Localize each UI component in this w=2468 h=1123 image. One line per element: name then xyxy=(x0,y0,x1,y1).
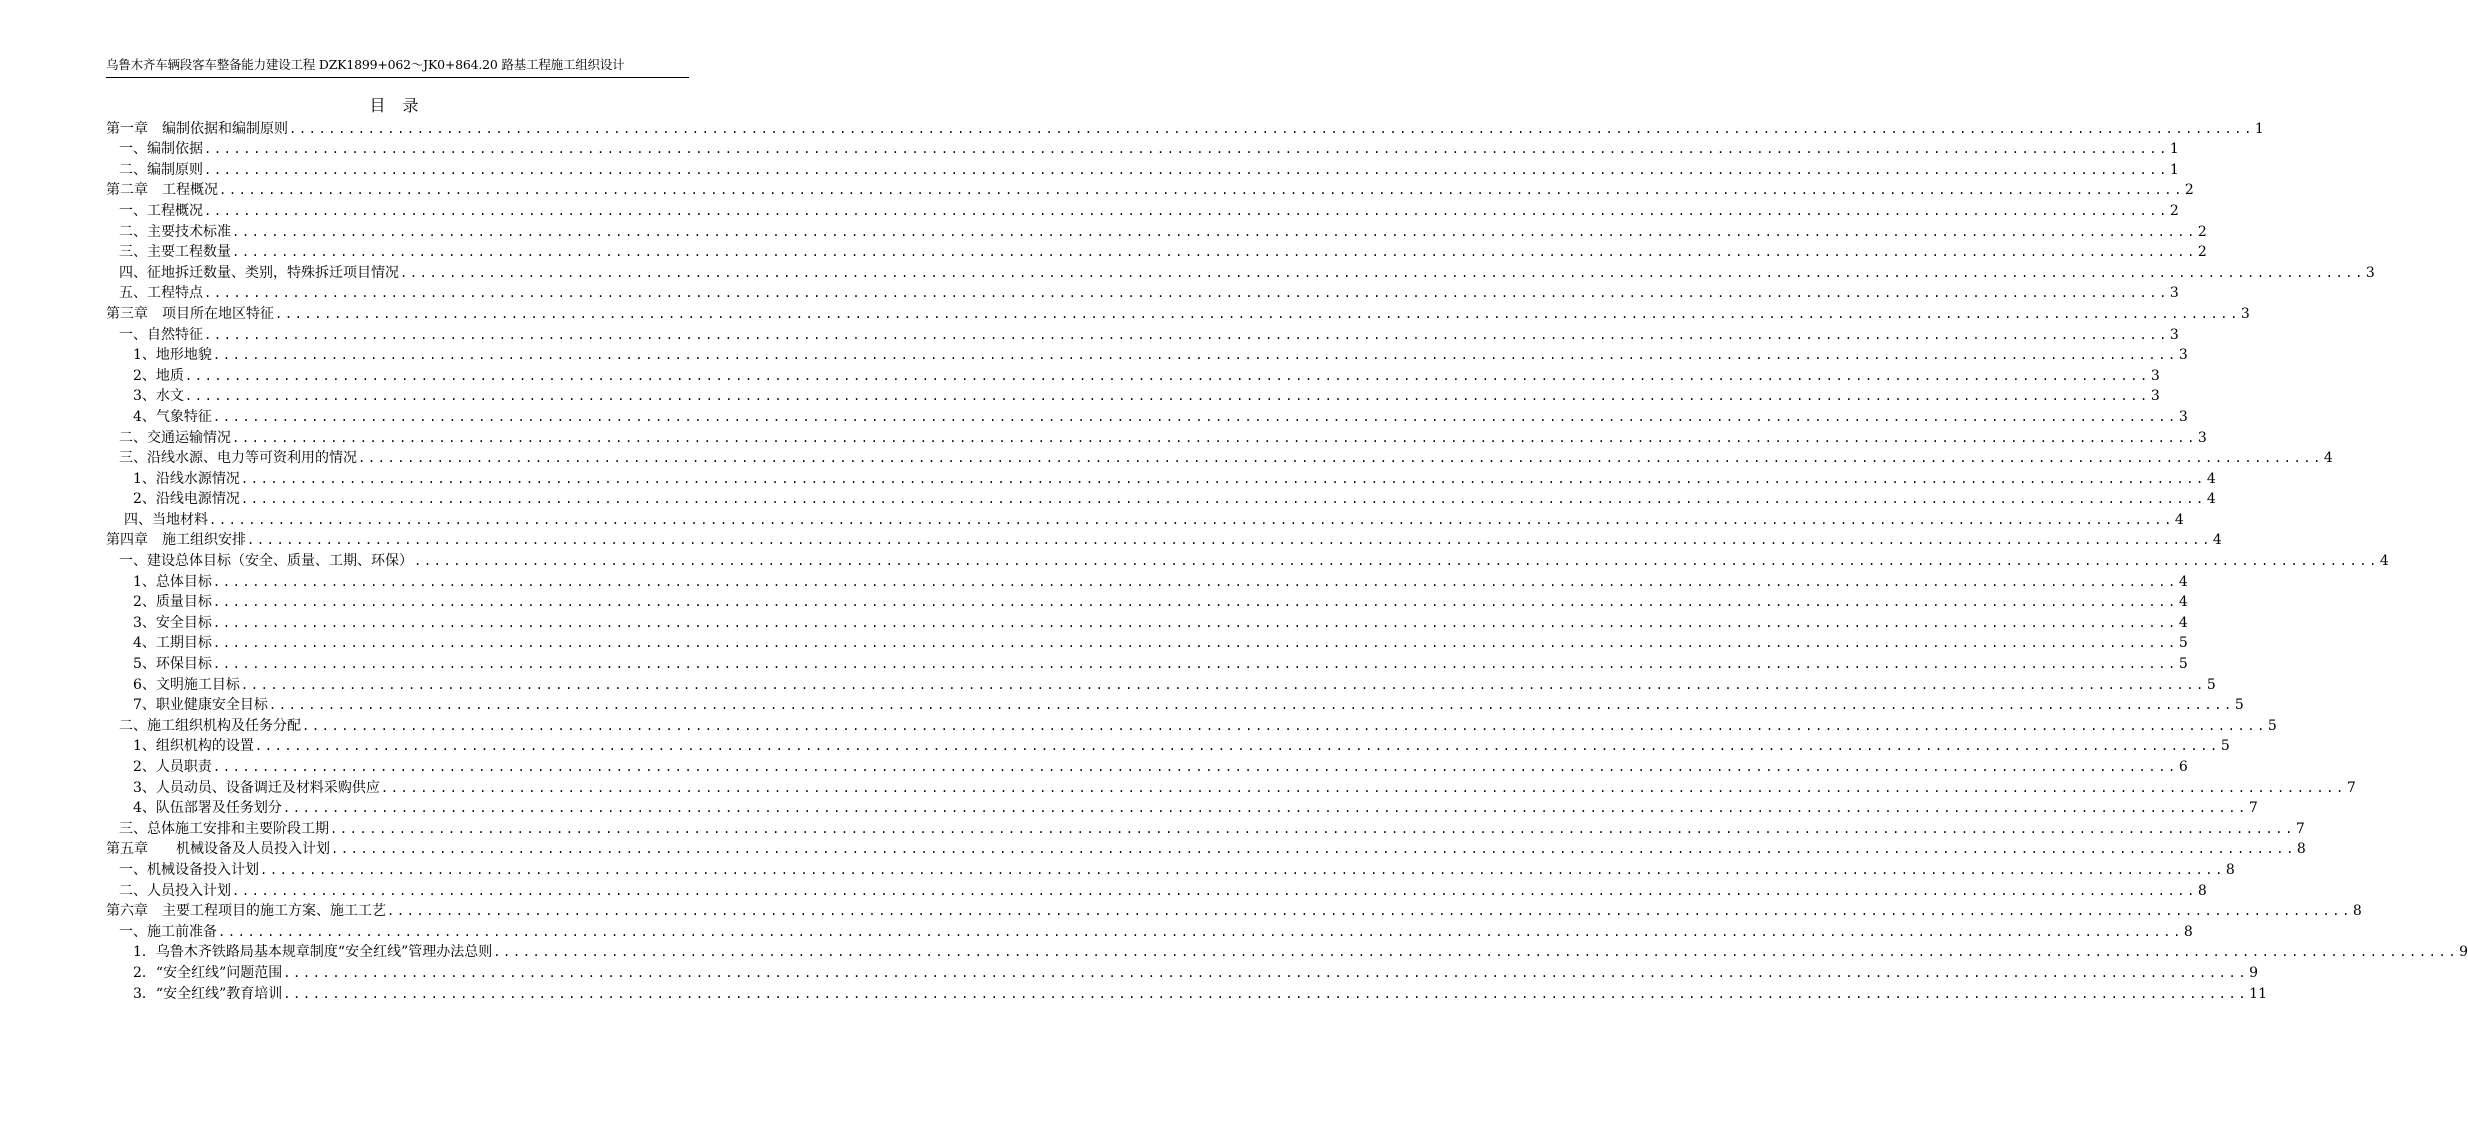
toc-entry-label: 三、沿线水源、电力等可资利用的情况 xyxy=(119,450,357,467)
toc-entry[interactable] xyxy=(106,117,2264,138)
toc-entry[interactable] xyxy=(106,179,2194,200)
toc-entry-label: 第一章 编制依据和编制原则 xyxy=(106,120,288,137)
toc-entry[interactable] xyxy=(106,385,2160,406)
toc-entry-page: 2 xyxy=(2197,244,2207,261)
toc-entry-page: 8 xyxy=(2352,903,2362,920)
table-of-contents xyxy=(106,117,2468,1003)
toc-entry[interactable] xyxy=(106,714,2277,735)
toc-leader-dots: ........................................................................................................................................................................................................ xyxy=(358,451,2323,466)
toc-leader-dots: ........................................................................................................................................................................................................ xyxy=(493,945,2459,960)
toc-entry-page: 2 xyxy=(2184,182,2194,199)
toc-entry-label: 2．“安全红线”问题范围 xyxy=(133,964,283,981)
toc-entry[interactable] xyxy=(106,632,2188,653)
toc-entry[interactable] xyxy=(106,941,2468,962)
toc-leader-dots: ........................................................................................................................................................................................................ xyxy=(204,203,2169,218)
toc-entry-page: 3 xyxy=(2178,347,2188,364)
toc-entry-label: 4、队伍部署及任务划分 xyxy=(133,800,282,817)
toc-leader-dots: ........................................................................................................................................................................................................ xyxy=(212,760,2178,774)
toc-leader-dots: ........................................................................................................................................................................................................ xyxy=(209,512,2174,527)
toc-leader-dots: ........................................................................................................................................................................................................ xyxy=(204,162,2169,177)
toc-leader-dots: ........................................................................................................................................................................................................ xyxy=(232,430,2197,445)
toc-leader-dots: ........................................................................................................................................................................................................ xyxy=(219,183,2184,198)
toc-entry-label: 第二章 工程概况 xyxy=(106,182,218,199)
running-header: 乌鲁木齐车辆段客车整备能力建设工程 DZK1899+062～JK0+864.20 路基工程施工组织设计 xyxy=(106,57,625,72)
toc-entry[interactable] xyxy=(106,838,2306,859)
toc-leader-dots: ........................................................................................................................................................................................................ xyxy=(212,348,2178,363)
toc-entry-page: 3 xyxy=(2197,429,2207,446)
header-rule xyxy=(106,77,689,78)
toc-leader-dots: ........................................................................................................................................................................................................ xyxy=(212,615,2178,630)
toc-entry[interactable] xyxy=(106,467,2216,488)
toc-entry[interactable] xyxy=(106,982,2267,1003)
toc-leader-dots: ........................................................................................................................................................................................................ xyxy=(232,245,2197,260)
toc-entry[interactable] xyxy=(106,879,2207,900)
toc-entry[interactable] xyxy=(106,755,2188,776)
toc-entry-label: 7、职业健康安全目标 xyxy=(133,697,268,714)
toc-entry-page: 4 xyxy=(2379,553,2389,570)
toc-leader-dots: ........................................................................................................................................................................................................ xyxy=(204,286,2169,301)
toc-entry-page: 6 xyxy=(2178,759,2188,775)
toc-entry[interactable] xyxy=(106,261,2375,282)
toc-entry-label: 3、水文 xyxy=(133,388,184,405)
toc-leader-dots: ........................................................................................................................................................................................................ xyxy=(212,574,2178,589)
toc-entry-page: 8 xyxy=(2183,923,2193,940)
toc-leader-dots: ........................................................................................................................................................................................................ xyxy=(400,265,2365,280)
toc-entry-label: 2、沿线电源情况 xyxy=(133,491,240,508)
toc-leader-dots: ........................................................................................................................................................................................................ xyxy=(247,533,2212,548)
toc-entry[interactable] xyxy=(106,694,2244,715)
toc-leader-dots: ........................................................................................................................................................................................................ xyxy=(204,142,2169,157)
toc-entry-page: 4 xyxy=(2206,470,2216,487)
toc-entry-page: 8 xyxy=(2296,841,2306,858)
toc-leader-dots: ........................................................................................................................................................................................................ xyxy=(184,389,2150,404)
toc-entry-page: 3 xyxy=(2169,326,2179,343)
toc-leader-dots: ........................................................................................................................................................................................................ xyxy=(414,554,2379,569)
toc-entry[interactable] xyxy=(106,302,2250,323)
toc-leader-dots: ........................................................................................................................................................................................................ xyxy=(283,986,2249,1001)
toc-leader-dots: ........................................................................................................................................................................................................ xyxy=(283,965,2249,980)
toc-leader-dots: ........................................................................................................................................................................................................ xyxy=(387,904,2352,919)
toc-entry-label: 三、总体施工安排和主要阶段工期 xyxy=(119,820,329,837)
toc-leader-dots: ........................................................................................................................................................................................................ xyxy=(218,924,2183,939)
toc-leader-dots: ........................................................................................................................................................................................................ xyxy=(212,657,2178,672)
toc-entry-label: 第四章 施工组织安排 xyxy=(106,532,246,549)
toc-entry[interactable] xyxy=(106,776,2356,797)
toc-entry-label: 四、当地材料 xyxy=(124,511,208,528)
toc-entry-label: 二、施工组织机构及任务分配 xyxy=(119,717,301,734)
toc-entry-label: 三、主要工程数量 xyxy=(119,244,231,261)
toc-entry-page: 1 xyxy=(2169,161,2179,178)
toc-leader-dots: ........................................................................................................................................................................................................ xyxy=(204,327,2169,342)
toc-entry-page: 5 xyxy=(2178,656,2188,673)
toc-entry-page: 1 xyxy=(2169,141,2179,158)
toc-entry[interactable] xyxy=(106,858,2235,879)
toc-entry-label: 一、施工前准备 xyxy=(119,923,217,940)
toc-entry-page: 4 xyxy=(2212,532,2222,549)
toc-entry[interactable] xyxy=(106,652,2188,673)
toc-entry[interactable] xyxy=(106,199,2179,220)
toc-entry-label: 3、安全目标 xyxy=(133,614,212,631)
toc-entry-label: 4、工期目标 xyxy=(133,635,212,652)
toc-entry-page: 3 xyxy=(2150,388,2160,405)
toc-leader-dots: ........................................................................................................................................................................................................ xyxy=(254,739,2220,754)
toc-entry-label: 一、机械设备投入计划 xyxy=(119,861,259,878)
toc-entry-page: 4 xyxy=(2323,450,2333,467)
toc-entry-page: 4 xyxy=(2174,511,2184,528)
toc-entry-label: 五、工程特点 xyxy=(119,285,203,302)
toc-entry[interactable] xyxy=(106,405,2188,426)
toc-entry-label: 1．乌鲁木齐铁路局基本规章制度“安全红线”管理办法总则 xyxy=(133,944,493,961)
toc-leader-dots: ........................................................................................................................................................................................................ xyxy=(275,306,2240,321)
toc-entry-page: 8 xyxy=(2197,882,2207,899)
toc-entry-label: 5、环保目标 xyxy=(133,656,212,673)
toc-entry[interactable] xyxy=(106,735,2230,756)
toc-entry[interactable] xyxy=(106,241,2207,262)
toc-leader-dots: ........................................................................................................................................................................................................ xyxy=(212,409,2178,424)
toc-entry[interactable] xyxy=(106,961,2259,982)
toc-entry-label: 6、文明施工目标 xyxy=(133,676,240,693)
toc-leader-dots: ........................................................................................................................................................................................................ xyxy=(212,595,2178,610)
toc-entry-page: 4 xyxy=(2178,594,2188,611)
toc-entry-page: 1 xyxy=(2254,120,2264,137)
toc-leader-dots: ........................................................................................................................................................................................................ xyxy=(330,821,2295,836)
toc-entry[interactable] xyxy=(106,508,2184,529)
toc-entry[interactable] xyxy=(106,220,2207,241)
toc-leader-dots: ........................................................................................................................................................................................................ xyxy=(212,636,2178,651)
toc-entry-label: 1、地形地貌 xyxy=(133,347,212,364)
toc-entry-label: 二、交通运输情况 xyxy=(119,429,231,446)
toc-leader-dots: ........................................................................................................................................................................................................ xyxy=(240,677,2206,692)
toc-leader-dots: ........................................................................................................................................................................................................ xyxy=(240,492,2206,507)
toc-entry-page: 2 xyxy=(2169,202,2179,219)
toc-entry[interactable] xyxy=(106,900,2362,921)
toc-leader-dots: ........................................................................................................................................................................................................ xyxy=(184,368,2150,383)
toc-entry-label: 2、人员职责 xyxy=(133,759,212,775)
toc-leader-dots: ........................................................................................................................................................................................................ xyxy=(268,698,2234,713)
toc-entry-page: 7 xyxy=(2346,779,2356,796)
toc-entry-label: 第三章 项目所在地区特征 xyxy=(106,305,274,322)
toc-leader-dots: ........................................................................................................................................................................................................ xyxy=(302,718,2267,733)
toc-entry-page: 5 xyxy=(2220,738,2230,755)
toc-leader-dots: ........................................................................................................................................................................................................ xyxy=(380,780,2346,795)
toc-leader-dots: ........................................................................................................................................................................................................ xyxy=(260,862,2225,877)
toc-entry-label: 第六章 主要工程项目的施工方案、施工工艺 xyxy=(106,903,386,920)
toc-entry-page: 4 xyxy=(2178,614,2188,631)
toc-leader-dots: ........................................................................................................................................................................................................ xyxy=(289,121,2254,136)
toc-entry[interactable] xyxy=(106,591,2188,612)
toc-entry[interactable] xyxy=(106,447,2333,468)
toc-entry-label: 1、组织机构的设置 xyxy=(133,738,254,755)
toc-entry[interactable] xyxy=(106,611,2188,632)
toc-entry[interactable] xyxy=(106,673,2216,694)
toc-entry-page: 2 xyxy=(2197,223,2207,240)
toc-entry-label: 1、总体目标 xyxy=(133,573,212,590)
toc-title: 目 录 xyxy=(369,96,425,115)
toc-entry[interactable] xyxy=(106,549,2389,570)
toc-leader-dots: ........................................................................................................................................................................................................ xyxy=(232,883,2197,898)
toc-entry-label: 3、人员动员、设备调迁及材料采购供应 xyxy=(133,779,380,796)
toc-leader-dots: ........................................................................................................................................................................................................ xyxy=(240,471,2206,486)
toc-entry-label: 一、建设总体目标（安全、质量、工期、环保） xyxy=(119,553,413,570)
toc-entry[interactable] xyxy=(106,817,2305,838)
toc-entry-page: 4 xyxy=(2178,573,2188,590)
toc-entry-label: 4、气象特征 xyxy=(133,408,212,425)
toc-entry[interactable] xyxy=(106,488,2216,509)
toc-entry-page: 3 xyxy=(2178,408,2188,425)
toc-entry-label: 一、自然特征 xyxy=(119,326,203,343)
toc-entry-page: 11 xyxy=(2249,985,2267,1002)
toc-entry-label: 2、质量目标 xyxy=(133,594,212,611)
toc-entry-page: 3 xyxy=(2169,285,2179,302)
toc-entry-page: 9 xyxy=(2249,964,2259,981)
toc-entry[interactable] xyxy=(106,364,2160,385)
toc-entry-label: 二、主要技术标准 xyxy=(119,223,231,240)
toc-entry-page: 5 xyxy=(2178,635,2188,652)
toc-entry-page: 5 xyxy=(2206,676,2216,693)
toc-entry-label: 一、工程概况 xyxy=(119,202,203,219)
toc-entry-label: 二、人员投入计划 xyxy=(119,882,231,899)
toc-entry-label: 3．“安全红线”教育培训 xyxy=(133,985,283,1002)
toc-entry-page: 3 xyxy=(2365,264,2375,281)
toc-entry[interactable] xyxy=(106,797,2258,818)
toc-entry[interactable] xyxy=(106,344,2188,365)
toc-entry[interactable] xyxy=(106,920,2193,941)
toc-entry-page: 7 xyxy=(2248,800,2258,817)
toc-entry[interactable] xyxy=(106,138,2179,159)
toc-entry[interactable] xyxy=(106,570,2188,591)
toc-entry-page: 4 xyxy=(2206,491,2216,508)
toc-entry[interactable] xyxy=(106,426,2207,447)
toc-entry[interactable] xyxy=(106,158,2179,179)
toc-entry-page: 9 xyxy=(2459,944,2468,961)
toc-entry-page: 3 xyxy=(2240,305,2250,322)
toc-entry[interactable] xyxy=(106,529,2222,550)
toc-entry-page: 5 xyxy=(2234,697,2244,714)
toc-entry-label: 四、征地拆迁数量、类别，特殊拆迁项目情况 xyxy=(119,264,399,281)
toc-entry-label: 2、地质 xyxy=(133,367,184,384)
toc-entry-label: 1、沿线水源情况 xyxy=(133,470,240,487)
toc-entry[interactable] xyxy=(106,282,2179,303)
toc-leader-dots: ........................................................................................................................................................................................................ xyxy=(331,842,2296,857)
toc-entry-label: 一、编制依据 xyxy=(119,141,203,158)
toc-entry-page: 3 xyxy=(2150,367,2160,384)
toc-leader-dots: ........................................................................................................................................................................................................ xyxy=(282,801,2248,816)
toc-entry[interactable] xyxy=(106,323,2179,344)
toc-entry-label: 二、编制原则 xyxy=(119,161,203,178)
toc-entry-page: 7 xyxy=(2295,820,2305,837)
toc-entry-page: 5 xyxy=(2267,717,2277,734)
toc-leader-dots: ........................................................................................................................................................................................................ xyxy=(232,224,2197,239)
toc-entry-label: 第五章 机械设备及人员投入计划 xyxy=(106,841,330,858)
toc-entry-page: 8 xyxy=(2225,861,2235,878)
